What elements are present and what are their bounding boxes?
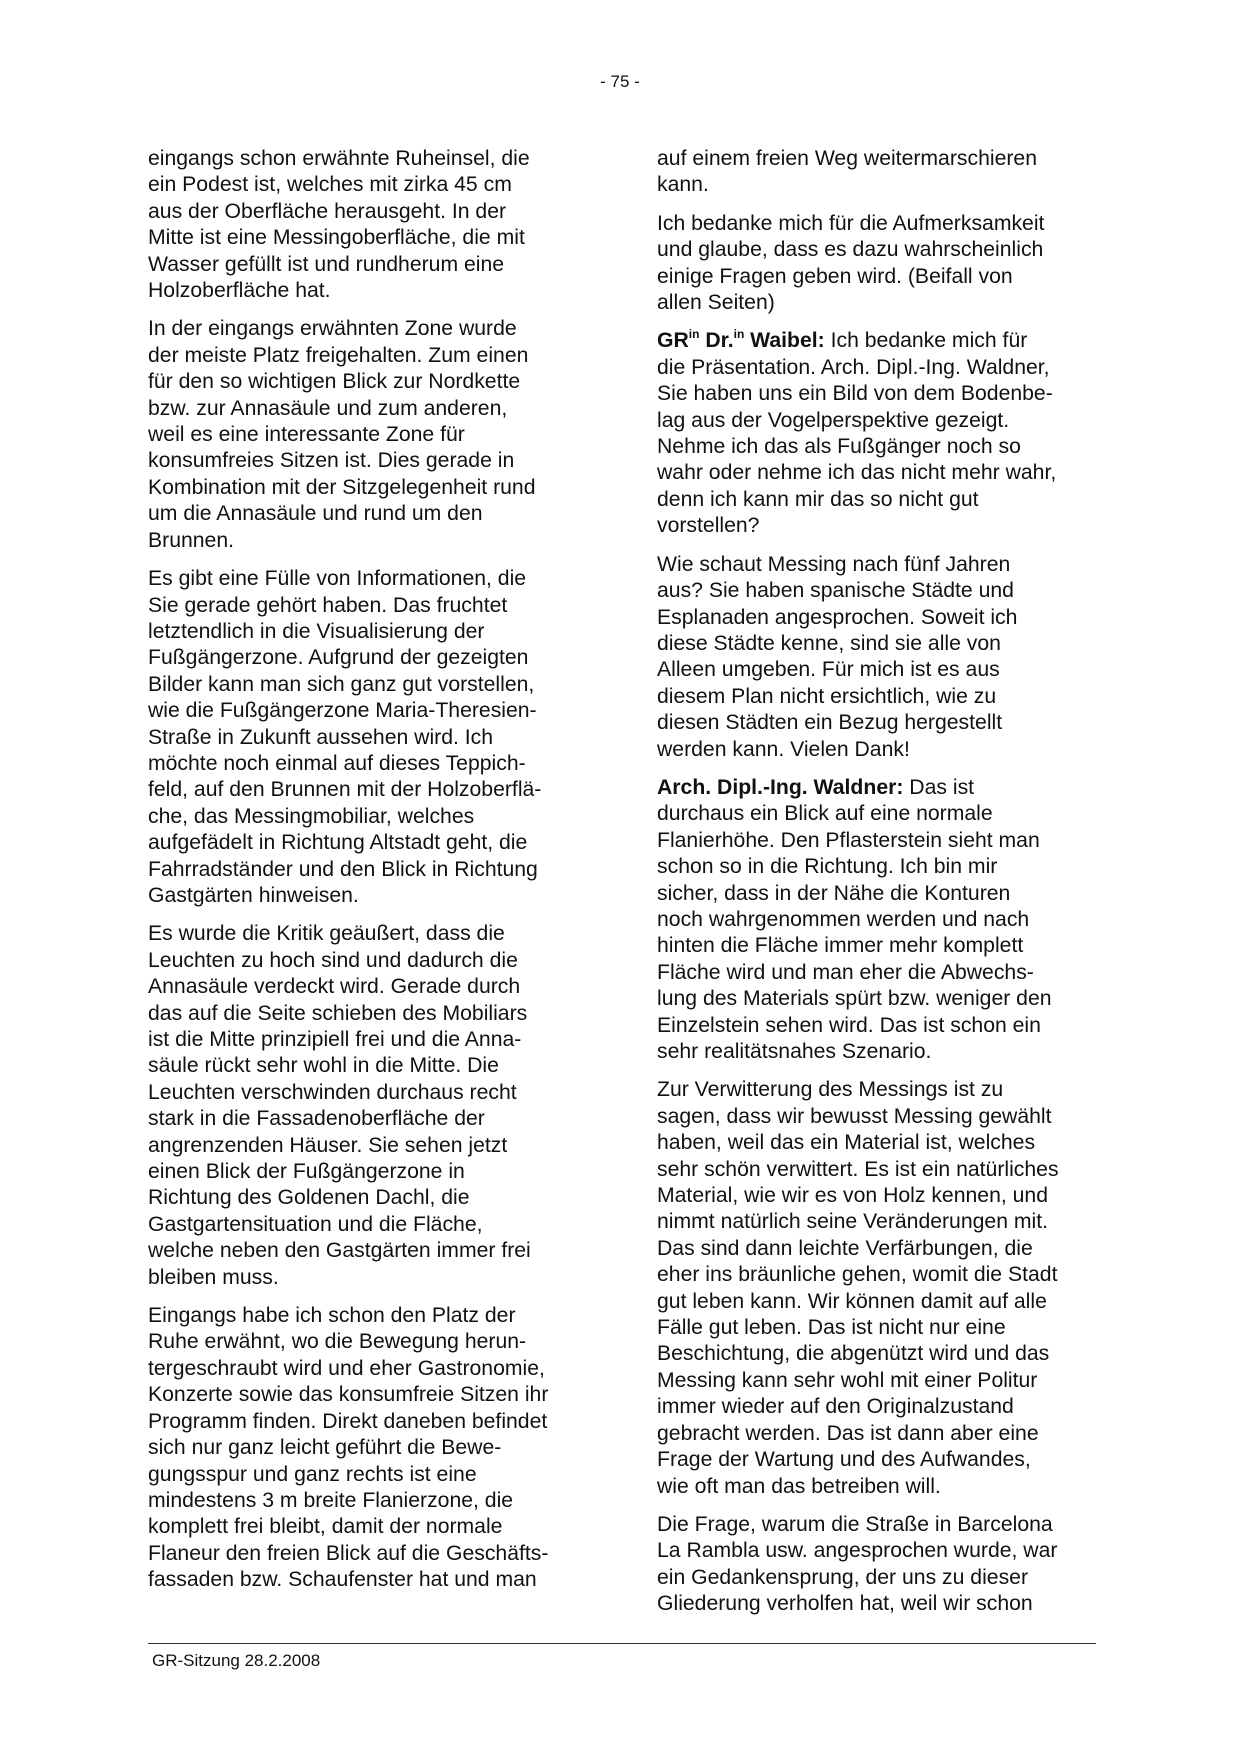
right-column	[657, 146, 1102, 1630]
paragraph: Es gibt eine Fülle von Informationen, die Sie gerade gehört haben. Das fruchtet letztendlich in die Visualisierung der Fußgängerzone. Aufgrund der gezeigten Bilder kann man sich ganz gut vorstellen, wie die Fußgängerzone Maria-Theresien- Straße in Zukunft aussehen wird. Ich möchte noch einmal auf dieses Teppich- feld, auf den Brunnen mit der Holzoberflä- che, das Messingmobiliar, welches aufgefädelt in Richtung Altstadt geht, die Fahrradständer und den Blick in Richtung Gastgärten hinweisen.	[148, 567, 542, 907]
speaker-name: Arch. Dipl.-Ing. Waldner:	[657, 775, 904, 799]
page-number: - 75 -	[600, 72, 640, 91]
speech-waibel: $GR^{in}$ Dr.$^{in}$ Waibel: Ich bedanke mich für die Präsentation. Arch. Dipl.-Ing. Waldner, Sie haben uns ein Bild von dem Bodenbe- lag aus der Vogelperspektive gezeigt. Nehme ich das als Fußgänger noch so wahr oder nehme ich das nicht mehr wahr, denn ich kann mir das so nicht gut vorstellen?	[657, 327, 1057, 538]
speech-waldner: Arch. Dipl.-Ing. Waldner: Das ist durchaus ein Blick auf eine normale Flanierhöhe. Den Pflasterstein sieht man schon so in die Richtung. Ich bin mir sicher, dass in der Nähe die Konturen noch wahrgenommen werden und nach hinten die Fläche immer mehr komplett Fläche wird und man eher die Abwechs- lung des Materials spürt bzw. weniger den Einzelstein sehen wird. Das ist schon ein sehr realitätsnahes Szenario.	[657, 775, 1052, 1063]
left-column	[148, 146, 598, 1606]
footer-text: GR-Sitzung 28.2.2008	[152, 1651, 321, 1670]
paragraph: Eingangs habe ich schon den Platz der Ruhe erwähnt, wo die Bewegung herun- tergeschraubt wird und eher Gastronomie, Konzerte sowie das konsumfreie Sitzen ihr Programm finden. Direkt daneben befindet sich nur ganz leicht geführt die Bewe- gungsspur und ganz rechts ist eine mindestens 3 m breite Flanierzone, die komplett frei bleibt, damit der normale Flaneur den freien Blick auf die Geschäfts- fassaden bzw. Schaufenster hat und man	[148, 1304, 549, 1592]
footer-divider	[148, 1643, 1096, 1644]
paragraph: Zur Verwitterung des Messings ist zu sagen, dass wir bewusst Messing gewählt haben, weil das ein Material ist, welches sehr schön verwittert. Es ist ein natürliches Material, wie wir es von Holz kennen, und nimmt natürlich seine Veränderungen mit. Das sind dann leichte Verfärbungen, die eher ins bräunliche gehen, womit die Stadt gut leben kann. Wir können damit auf alle Fälle gut leben. Das ist nicht nur eine Beschichtung, die abgenützt wird und das Messing kann sehr wohl mit einer Politur immer wieder auf den Originalzustand gebracht werden. Das ist dann aber eine Frage der Wartung und des Aufwandes, wie oft man das betreiben will.	[657, 1078, 1059, 1498]
paragraph: Wie schaut Messing nach fünf Jahren aus? Sie haben spanische Städte und Esplanaden angesprochen. Soweit ich diese Städte kenne, sind sie alle von Alleen umgeben. Für mich ist es aus diesem Plan nicht ersichtlich, wie zu diesen Städten ein Bezug hergestellt werden kann. Vielen Dank!	[657, 552, 1018, 761]
paragraph: In der eingangs erwähnten Zone wurde der meiste Platz freigehalten. Zum einen für den so wichtigen Blick zur Nordkette bzw. zur Annasäule und zum anderen, weil es eine interessante Zone für konsumfreies Sitzen ist. Dies gerade in Kombination mit der Sitzgelegenheit rund um die Annasäule und rund um den Brunnen.	[148, 317, 536, 552]
paragraph: Es wurde die Kritik geäußert, dass die Leuchten zu hoch sind und dadurch die Annasäule verdeckt wird. Gerade durch das auf die Seite schieben des Mobiliars ist die Mitte prinzipiell frei und die Anna- säule rückt sehr wohl in die Mitte. Die Leuchten verschwinden durchaus recht stark in die Fassadenoberfläche der angrenzenden Häuser. Sie sehen jetzt einen Blick der Fußgängerzone in Richtung des Goldenen Dachl, die Gastgartensituation und die Fläche, welche neben den Gastgärten immer frei bleiben muss.	[148, 922, 531, 1289]
paragraph: Ich bedanke mich für die Aufmerksamkeit und glaube, dass es dazu wahrscheinlich einige Fragen geben wird. (Beifall von allen Seiten)	[657, 211, 1045, 315]
paragraph: auf einem freien Weg weitermarschieren kann.	[657, 147, 1037, 197]
paragraph: eingangs schon erwähnte Ruheinsel, die ein Podest ist, welches mit zirka 45 cm aus der Oberfläche herausgeht. In der Mitte ist eine Messingoberfläche, die mit Wasser gefüllt ist und rundherum eine Holzoberfläche hat.	[148, 147, 530, 303]
paragraph: Die Frage, warum die Straße in Barcelona La Rambla usw. angesprochen wurde, war ein Gedankensprung, der uns zu dieser Gliederung verholfen hat, weil wir schon	[657, 1512, 1058, 1616]
speaker-name: $GR^{in}$ Dr.$^{in}$ Waibel:	[657, 327, 825, 353]
